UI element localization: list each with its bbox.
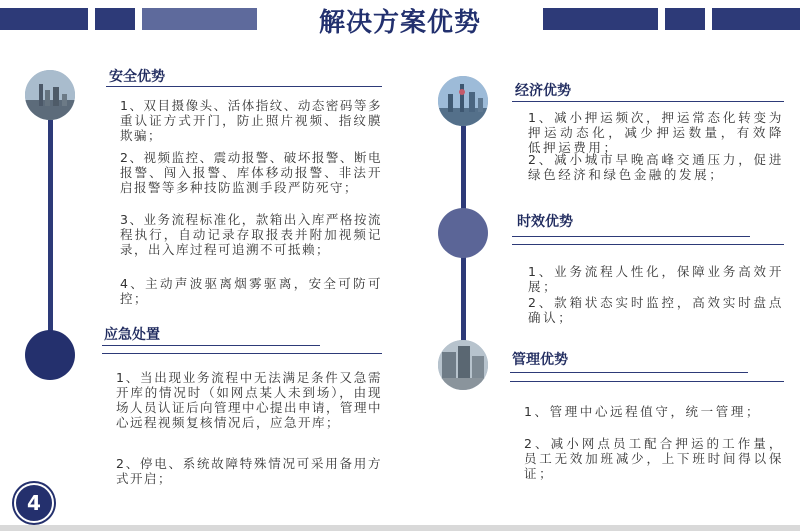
- list-item: 2、停电、系统故障特殊情况可采用备用方式开启；: [116, 456, 382, 486]
- heading-rule: [512, 244, 784, 245]
- list-item: 1、减小押运频次，押运常态化转变为押运动态化，减少押运数量，有效降低押运费用；: [528, 110, 784, 155]
- list-item: 2、减小城市早晚高峰交通压力，促进绿色经济和绿色金融的发展；: [528, 152, 784, 182]
- list-item: 1、管理中心远程值守，统一管理；: [524, 404, 762, 419]
- list-item: 4、主动声波驱离烟雾驱离，安全可防可控；: [120, 276, 382, 306]
- header-bar: [543, 8, 658, 30]
- list-item: 3、业务流程标准化，款箱出入库严格按流程执行，自动记录存取报表并附加视频记录，出入库过程可追溯不可抵赖；: [120, 212, 382, 257]
- list-item: 1、当出现业务流程中无法满足条件又急需开库的情况时（如网点某人未到场），由现场人员认证后向管理中心提出申请，管理中心远程视频复核情况后，应急开库；: [116, 370, 383, 430]
- timeline-node: [438, 208, 488, 258]
- section-heading: 应急处置: [104, 327, 160, 343]
- heading-rule: [510, 372, 748, 373]
- page-title: 解决方案优势: [318, 8, 481, 38]
- list-item: 1、业务流程人性化，保障业务高效开展；: [528, 264, 784, 294]
- heading-rule: [512, 236, 750, 237]
- street-photo: [438, 340, 488, 390]
- footer-strip: [0, 525, 800, 531]
- header-bar: [712, 8, 800, 30]
- section-heading: 经济优势: [515, 83, 571, 99]
- heading-rule: [512, 101, 784, 102]
- section-heading: 安全优势: [109, 69, 165, 85]
- header-bar: [142, 8, 257, 30]
- section-heading: 管理优势: [512, 352, 568, 368]
- list-item: 2、款箱状态实时监控，高效实时盘点确认；: [528, 295, 784, 325]
- heading-rule: [102, 353, 382, 354]
- section-heading: 时效优势: [517, 214, 573, 230]
- header-bar: [665, 8, 705, 30]
- heading-rule: [106, 86, 382, 87]
- list-item: 2、减小网点员工配合押运的工作量，员工无效加班减少，上下班时间得以保证；: [524, 436, 784, 481]
- list-item: 1、双目摄像头、活体指纹、动态密码等多重认证方式开门，防止照片视频、指纹膜欺骗；: [120, 98, 382, 143]
- list-item: 2、视频监控、震动报警、破坏报警、断电报警、闯入报警、库体移动报警、非法开启报警等多种技防监测手段严防死守；: [120, 150, 382, 195]
- city-photo: [25, 70, 75, 120]
- heading-rule: [102, 345, 320, 346]
- timeline-node: [25, 330, 75, 380]
- skyline-photo: [438, 76, 488, 126]
- timeline-line: [48, 92, 53, 352]
- header-bar: [95, 8, 135, 30]
- heading-rule: [510, 381, 784, 382]
- header-bar: [0, 8, 88, 30]
- page-number: 4: [14, 483, 54, 523]
